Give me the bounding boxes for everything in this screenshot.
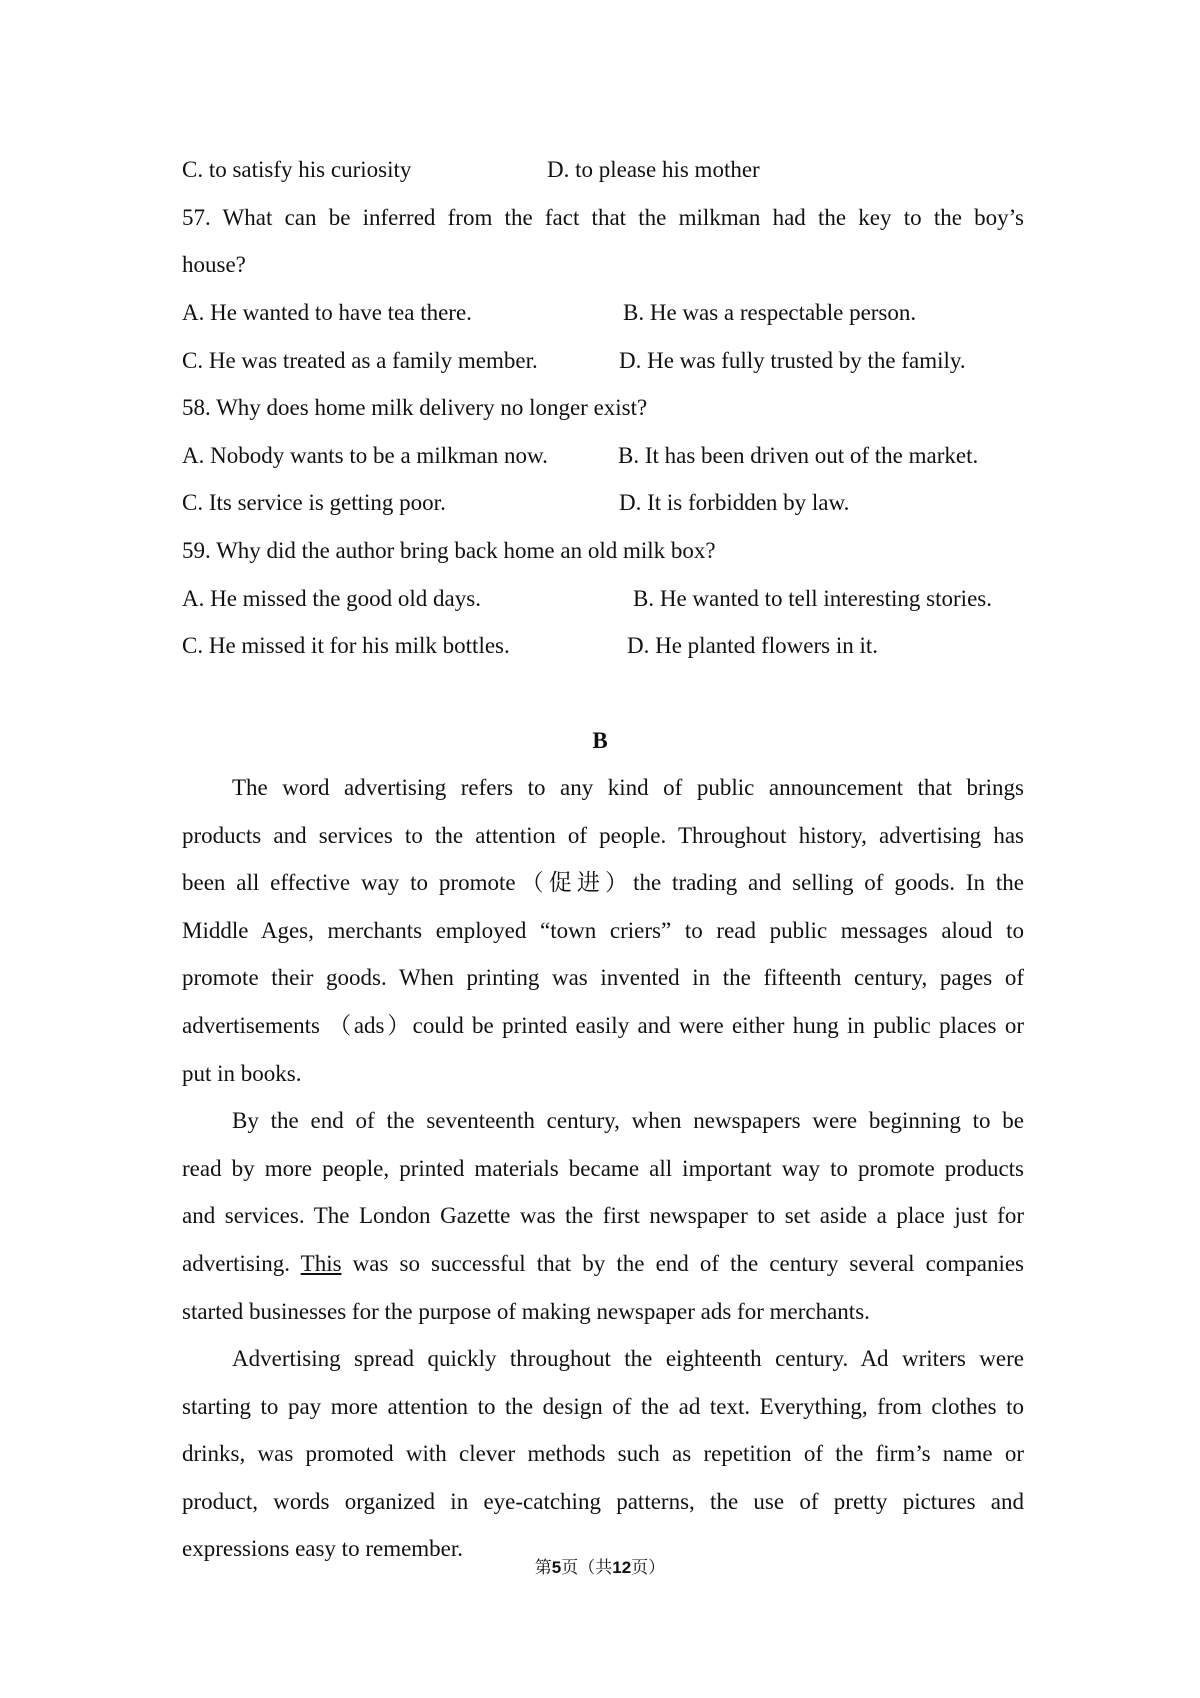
p3-line-4: product, words organized in eye-catching patterns, the use of pretty pictures and	[182, 1489, 1024, 1514]
p3-line-2: starting to pay more attention to the design of the ad text. Everything, from clothes to	[182, 1394, 1024, 1419]
q58-option-b: B. It has been driven out of the market.	[618, 443, 979, 468]
q58-option-c: C. Its service is getting poor.	[182, 490, 446, 515]
q58-stem: 58. Why does home milk delivery no longer exist?	[182, 395, 648, 420]
q59-option-b: B. He wanted to tell interesting stories.	[633, 586, 992, 611]
q57-stem-line1: 57. What can be inferred from the fact that the milkman had the key to the boy’s	[182, 205, 1024, 230]
p2-line-3: and services. The London Gazette was the first newspaper to set aside a place just for	[182, 1203, 1024, 1228]
p2-line-4	[182, 1249, 1024, 1279]
q58-option-d: D. It is forbidden by law.	[619, 490, 850, 515]
p3-line-3: drinks, was promoted with clever methods such as repetition of the firm’s name or	[182, 1441, 1024, 1466]
page-footer	[0, 1556, 1200, 1580]
p1-line-6: advertisements （ads）could be printed easily and were either hung in public places or	[182, 1013, 1024, 1038]
p2-line-4-end: was so successful that by the end of the century several companies	[352, 1251, 1024, 1276]
q59-stem: 59. Why did the author bring back home an old milk box?	[182, 538, 716, 563]
footer-page-number: 5	[551, 1558, 562, 1577]
footer-prefix: 第	[534, 1558, 552, 1578]
p2-line-4-start: advertising.	[182, 1251, 290, 1276]
p3-line-1: Advertising spread quickly throughout the eighteenth century. Ad writers were	[232, 1346, 1024, 1371]
q57-option-c: C. He was treated as a family member.	[182, 348, 538, 373]
section-heading: B	[592, 728, 608, 753]
footer-suffix: 页）	[631, 1558, 666, 1578]
underlined-this: This	[300, 1251, 342, 1276]
footer-total-pages: 12	[612, 1558, 632, 1577]
p2-line-1: By the end of the seventeenth century, when newspapers were beginning to be	[232, 1108, 1024, 1133]
q56-option-d: D. to please his mother	[547, 157, 760, 182]
q59-option-d: D. He planted flowers in it.	[627, 633, 879, 658]
q57-option-d: D. He was fully trusted by the family.	[619, 348, 966, 373]
q57-stem-line2: house?	[182, 252, 246, 277]
q59-option-a: A. He missed the good old days.	[182, 586, 481, 611]
q56-option-c: C. to satisfy his curiosity	[182, 157, 412, 182]
p2-line-2: read by more people, printed materials became all important way to promote products	[182, 1156, 1024, 1181]
p1-line-1: The word advertising refers to any kind of public announcement that brings	[232, 775, 1024, 800]
p1-line-7: put in books.	[182, 1061, 302, 1086]
q58-option-a: A. Nobody wants to be a milkman now.	[182, 443, 548, 468]
q57-option-b: B. He was a respectable person.	[623, 300, 917, 325]
q57-option-a: A. He wanted to have tea there.	[182, 300, 472, 325]
q59-option-c: C. He missed it for his milk bottles.	[182, 633, 510, 658]
p1-line-3: been all effective way to promote（促进）the trading and selling of goods. In the	[182, 870, 1024, 895]
p3-line-5: expressions easy to remember.	[182, 1536, 464, 1561]
p2-line-5: started businesses for the purpose of making newspaper ads for merchants.	[182, 1299, 870, 1324]
p1-line-5: promote their goods. When printing was invented in the fifteenth century, pages of	[182, 965, 1024, 990]
p1-line-2: products and services to the attention of people. Throughout history, advertising has	[182, 823, 1024, 848]
p1-line-4: Middle Ages, merchants employed “town criers” to read public messages aloud to	[182, 918, 1024, 943]
footer-middle: 页（共	[561, 1558, 613, 1578]
